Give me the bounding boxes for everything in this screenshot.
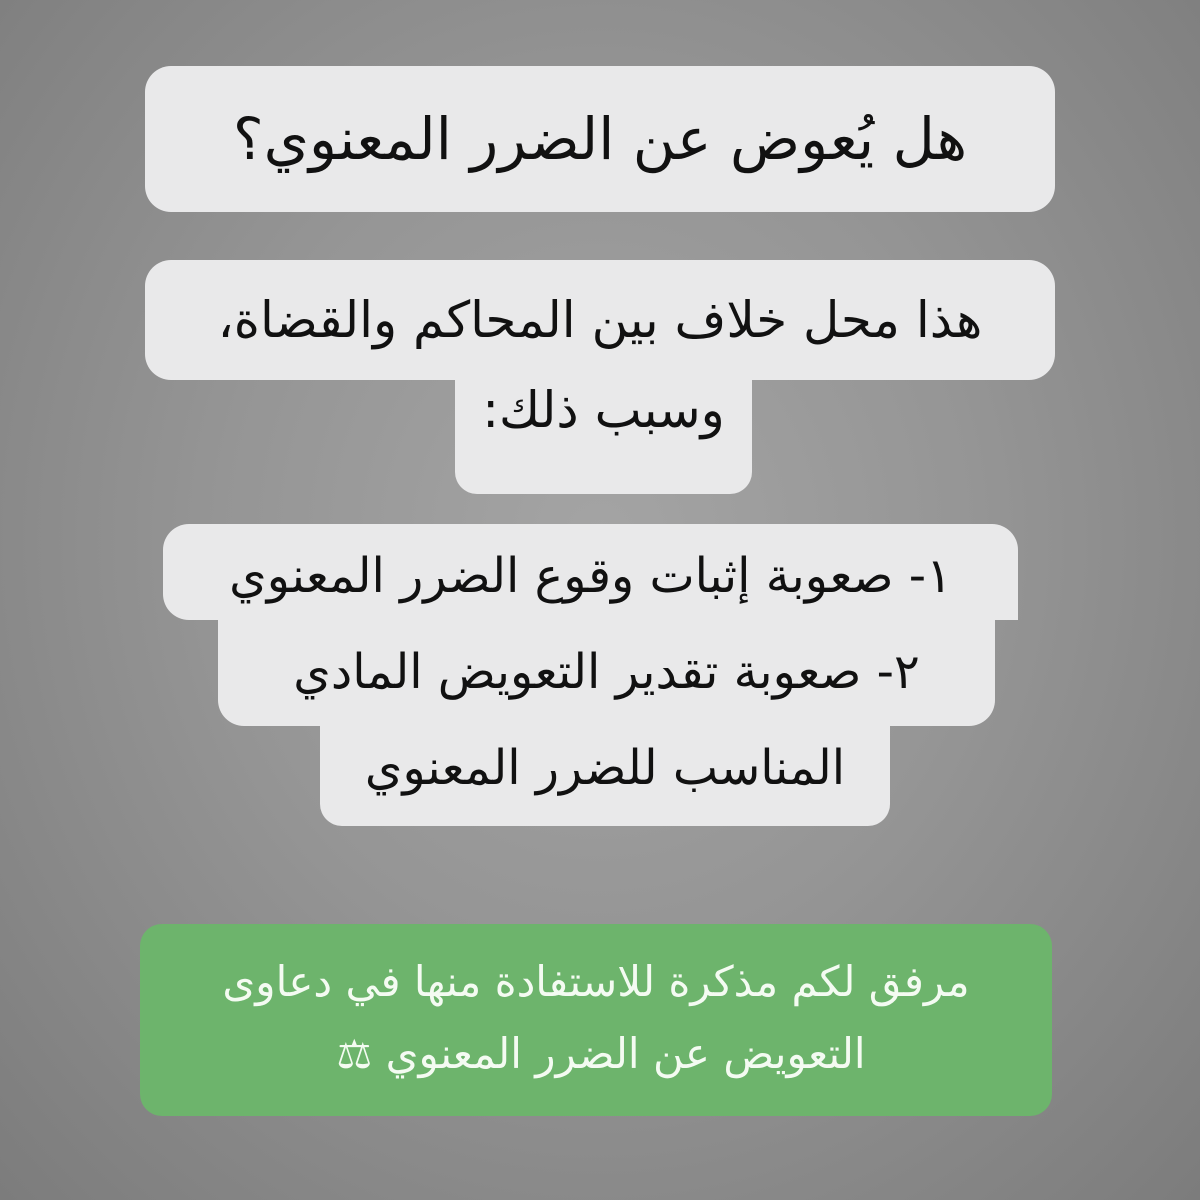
- question-text: هل يُعوض عن الضرر المعنوي؟: [232, 105, 968, 173]
- reason-1: ١- صعوبة إثبات وقوع الضرر المعنوي: [229, 548, 952, 604]
- reasons-card-row-3: [320, 720, 890, 826]
- reasons-card-row-2: [218, 618, 995, 726]
- question-card: [145, 66, 1055, 212]
- answer-card-top: [145, 260, 1055, 380]
- scales-icon: ⚖: [336, 1032, 373, 1078]
- answer-card-bottom: [455, 370, 752, 494]
- reason-2-continued: المناسب للضرر المعنوي: [364, 740, 846, 796]
- attachment-card[interactable]: [140, 924, 1052, 1116]
- answer-line-1: هذا محل خلاف بين المحاكم والقضاة،: [217, 291, 983, 349]
- reason-2: ٢- صعوبة تقدير التعويض المادي: [293, 644, 920, 700]
- attachment-line-1: مرفق لكم مذكرة للاستفادة منها في دعاوى: [222, 957, 970, 1006]
- attachment-line-2-wrap: [140, 1018, 1052, 1091]
- attachment-line-2: التعويض عن الضرر المعنوي: [385, 1029, 866, 1078]
- reasons-card-row-1: [163, 524, 1018, 620]
- answer-line-2: وسبب ذلك:: [482, 381, 725, 439]
